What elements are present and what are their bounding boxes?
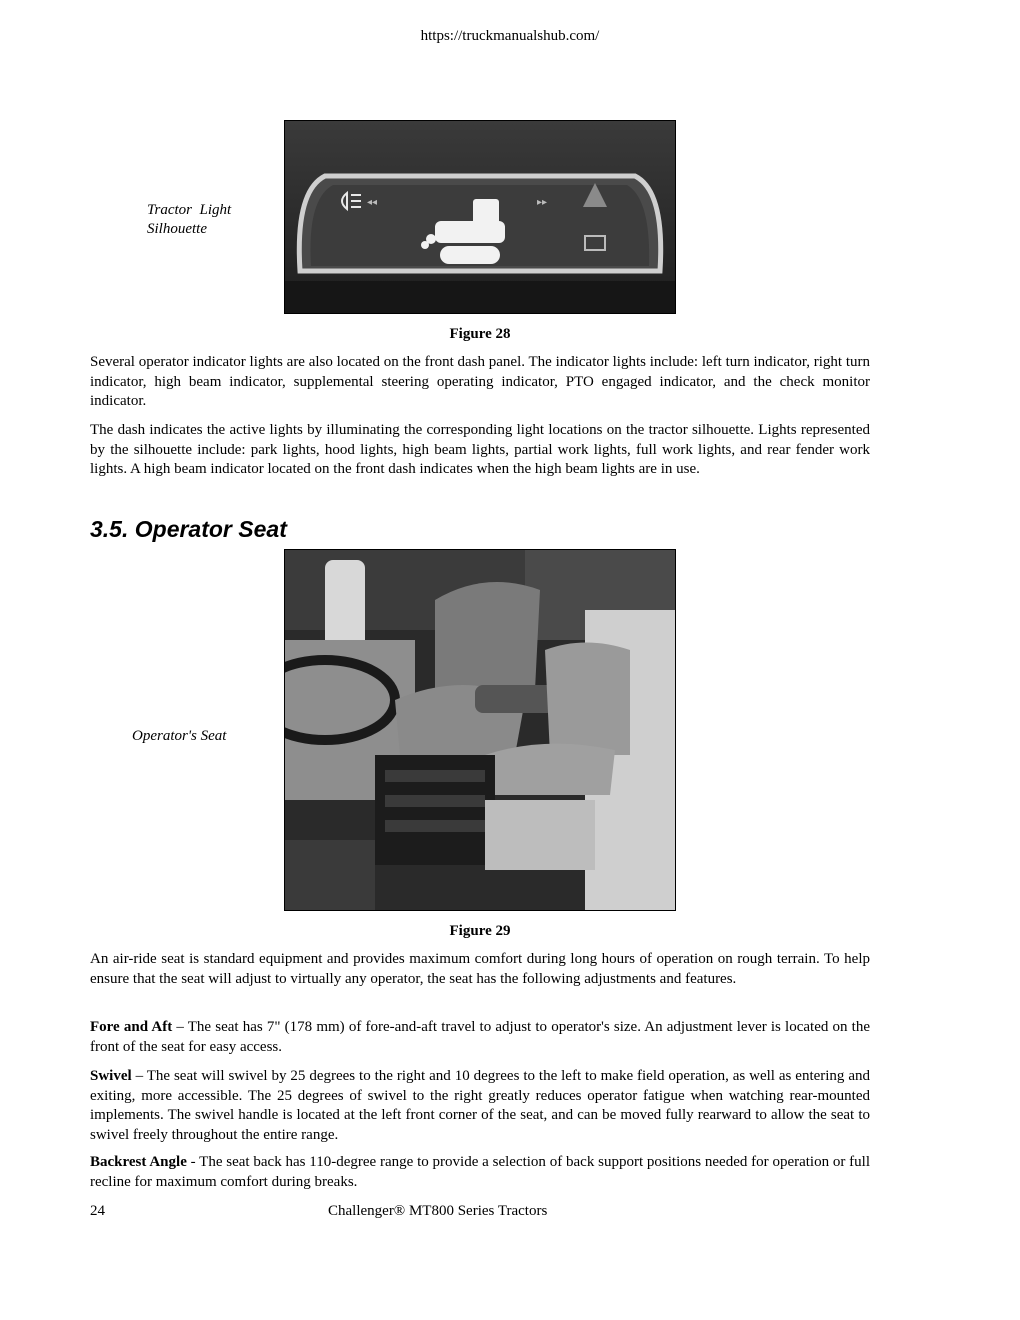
- figure29-photo: [284, 549, 676, 911]
- figure28-side-label-line1: Tractor Light: [147, 202, 232, 218]
- paragraph-air-ride-seat: An air-ride seat is standard equipment and provides maximum comfort during long hours of operation on rough terrain. To help ensure that the seat will adjust to virtually any operator, the seat has the following adjustments and features.: [90, 951, 870, 987]
- paragraph-silhouette-lights: The dash indicates the active lights by illuminating the corresponding light locations on the tractor silhouette. Lights represented by the silhouette include: park lights, hood lights, high beam lights, partial work lights, full work lights, and rear fender work lights. A high beam indicator located on the front dash indicates when the high beam lights are in use.: [90, 422, 870, 477]
- right-arrow-icon: ▸▸: [537, 197, 548, 208]
- figure28-side-label-line2: Silhouette: [147, 221, 207, 237]
- paragraph-swivel: [90, 1067, 870, 1145]
- paragraph-fore-aft: [90, 1018, 870, 1057]
- backrest-term: Backrest Angle: [90, 1154, 187, 1170]
- swivel-term: Swivel: [90, 1068, 132, 1084]
- fore-aft-term: Fore and Aft: [90, 1019, 173, 1035]
- section-heading: 3.5. Operator Seat: [90, 516, 287, 542]
- backrest-text: - The seat back has 110-degree range to provide a selection of back support positions needed for operation or full recline for maximum comfort during breaks.: [90, 1154, 870, 1190]
- fore-aft-text: – The seat has 7" (178 mm) of fore-and-aft travel to adjust to operator's size. An adjustment lever is located on the front of the seat for easy access.: [90, 1019, 871, 1055]
- paragraph-backrest: [90, 1153, 870, 1192]
- dash-panel-illustration: [285, 121, 675, 313]
- figure28-side-label: [147, 201, 231, 239]
- page-number: 24: [90, 1203, 105, 1219]
- figure29-side-label: Operator's Seat: [132, 728, 227, 744]
- swivel-text: – The seat will swivel by 25 degrees to the right and 10 degrees to the left to make field operation, as well as entering and exiting, more accessible. The 25 degrees of swivel to the right greatly reduces operator fatigue when watching rear-mounted implements. The swivel handle is located at the left front corner of the seat, and can be moved fully rearward to allow the seat to swivel freely throughout the entire range.: [90, 1068, 870, 1143]
- figure28-photo: [284, 120, 676, 314]
- header-url: https://truckmanualshub.com/: [420, 28, 600, 44]
- paragraph-indicator-lights: Several operator indicator lights are also located on the front dash panel. The indicator lights include: left turn indicator, right turn indicator, high beam indicator, supplemental steering operating indicator, PTO engaged indicator, and the check monitor indicator.: [90, 354, 870, 409]
- figure29-caption: Figure 29: [449, 923, 511, 939]
- figure28-caption: Figure 28: [449, 326, 511, 342]
- left-arrow-icon: ◂◂: [367, 197, 378, 208]
- footer-title: Challenger® MT800 Series Tractors: [328, 1203, 548, 1219]
- operator-seat-illustration: [285, 550, 675, 910]
